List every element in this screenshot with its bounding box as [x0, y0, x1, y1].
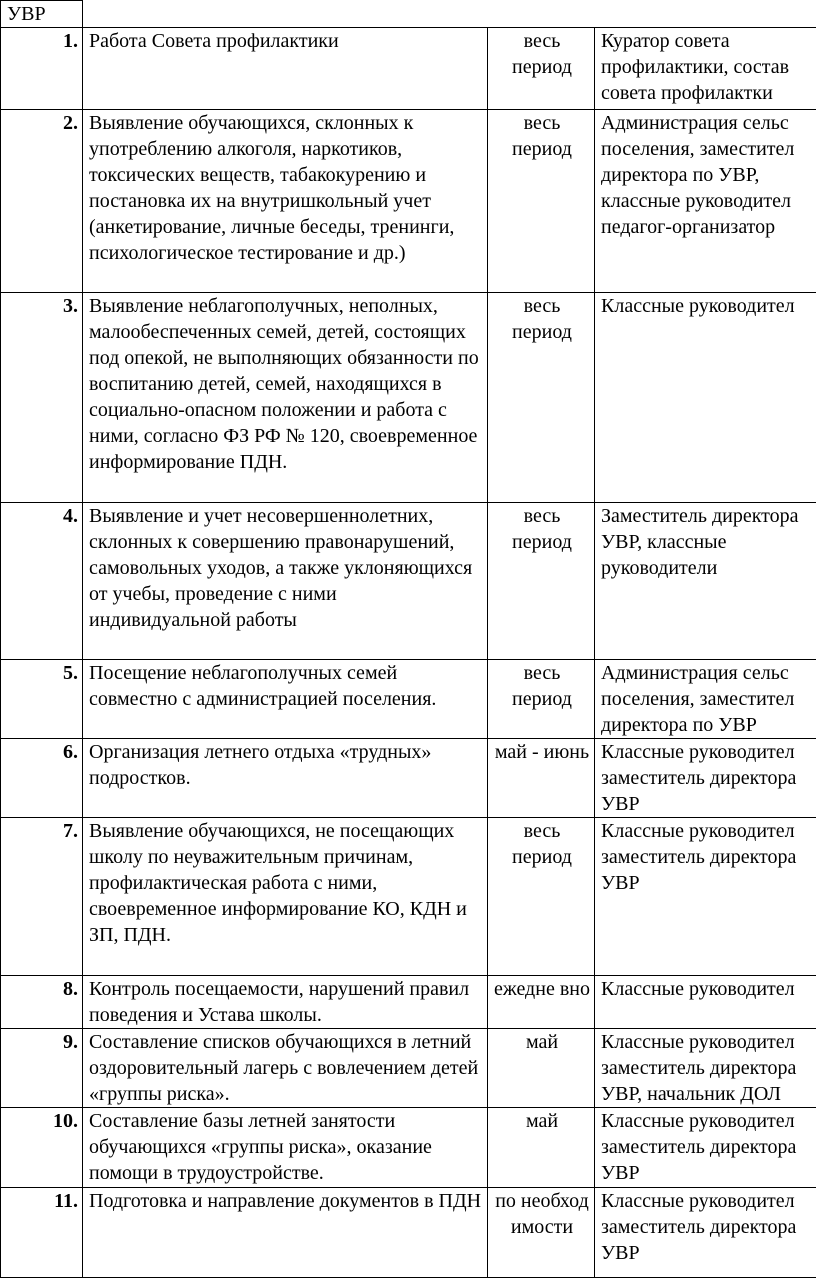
row-number: 5.: [1, 660, 83, 739]
row-activity: Контроль посещаемости, нарушений правил поведения и Устава школы.: [83, 976, 488, 1029]
row-period: весь период: [488, 660, 595, 739]
row-activity: Выявление и учет несовершеннолетних, склонных к совершению правонарушений, самовольных уходов, а также уклоняющихся от учебы, проведение с ними индивидуальной работы: [83, 503, 488, 660]
row-activity: Выявление неблагополучных, неполных, малообеспеченных семей, детей, состоящих под опекой, не выполняющих обязанности по воспитанию детей, семей, находящихся в социально-опасном положении и работа с ними, согласно ФЗ РФ № 120, своевременное информирование ПДН.: [83, 293, 488, 503]
row-responsible: Заместитель директора УВР, классные руководители: [595, 503, 816, 660]
row-activity: Работа Совета профилактики: [83, 28, 488, 110]
row-period: весь период: [488, 503, 595, 660]
header-cell-uvr: УВР: [1, 1, 83, 28]
row-number: 4.: [1, 503, 83, 660]
row-period: ежедне вно: [488, 976, 595, 1029]
row-responsible: Классные руководител заместитель директора УВР: [595, 818, 816, 976]
row-number: 3.: [1, 293, 83, 503]
row-period: весь период: [488, 293, 595, 503]
row-responsible: Классные руководител: [595, 293, 816, 503]
row-activity: Подготовка и направление документов в ПДН: [83, 1188, 488, 1278]
table-row: [1, 110, 816, 293]
row-responsible: Классные руководител: [595, 976, 816, 1029]
table-row: [1, 660, 816, 739]
row-number: 1.: [1, 28, 83, 110]
table-row: [1, 503, 816, 660]
table-row: [1, 976, 816, 1029]
table-row: [1, 293, 816, 503]
table-header-row: [1, 1, 816, 28]
row-period: весь период: [488, 110, 595, 293]
row-period: май: [488, 1029, 595, 1108]
row-activity: Выявление обучающихся, не посещающих школу по неуважительным причинам, профилактическая работа с ними, своевременное информирование КО, КДН и ЗП, ПДН.: [83, 818, 488, 976]
row-period: май - июнь: [488, 739, 595, 818]
row-activity: Составление списков обучающихся в летний оздоровительный лагерь с вовлечением детей «группы риска».: [83, 1029, 488, 1108]
row-period: весь период: [488, 28, 595, 110]
row-period: по необход имости: [488, 1188, 595, 1278]
table-row: [1, 28, 816, 110]
table-row: [1, 739, 816, 818]
row-number: 8.: [1, 976, 83, 1029]
row-responsible: Администрация сельс поселения, заместител директора по УВР: [595, 660, 816, 739]
row-responsible: Классные руководител заместитель директора УВР: [595, 1108, 816, 1188]
row-responsible: Администрация сельс поселения, заместител директора по УВР, классные руководител педагог-организатор: [595, 110, 816, 293]
table-row: [1, 1029, 816, 1108]
row-responsible: Классные руководител заместитель директора УВР: [595, 739, 816, 818]
row-responsible: Куратор совета профилактики, состав совета профилактки: [595, 28, 816, 110]
row-number: 9.: [1, 1029, 83, 1108]
table-row: [1, 1188, 816, 1278]
row-activity: Составление базы летней занятости обучающихся «группы риска», оказание помощи в трудоустройстве.: [83, 1108, 488, 1188]
row-responsible: Классные руководител заместитель директора УВР: [595, 1188, 816, 1278]
row-period: весь период: [488, 818, 595, 976]
table-row: [1, 1108, 816, 1188]
row-number: 6.: [1, 739, 83, 818]
row-number: 10.: [1, 1108, 83, 1188]
row-number: 11.: [1, 1188, 83, 1278]
row-number: 2.: [1, 110, 83, 293]
row-activity: Организация летнего отдыха «трудных» подростков.: [83, 739, 488, 818]
header-cell-empty: [83, 1, 816, 28]
row-activity: Посещение неблагополучных семей совместно с администрацией поселения.: [83, 660, 488, 739]
row-period: май: [488, 1108, 595, 1188]
row-responsible: Классные руководител заместитель директора УВР, начальник ДОЛ: [595, 1029, 816, 1108]
row-number: 7.: [1, 818, 83, 976]
table-row: [1, 818, 816, 976]
row-activity: Выявление обучающихся, склонных к употреблению алкоголя, наркотиков, токсических веществ, табакокурению и постановка их на внутришкольный учет (анкетирование, личные беседы, тренинги, психологическое тестирование и др.): [83, 110, 488, 293]
